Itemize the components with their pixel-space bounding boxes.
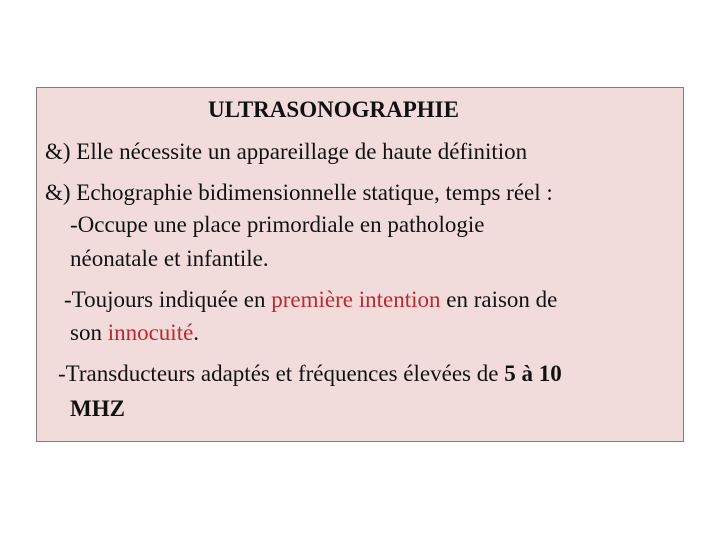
sub-item-occupe-line2: néonatale et infantile. <box>70 246 269 271</box>
sub-item-toujours-line1 <box>64 286 557 314</box>
sub-item-occupe-line1: -Occupe une place primordiale en pathologie <box>70 212 485 237</box>
highlight-premiere-intention: première intention <box>271 287 441 312</box>
sub-item-toujours-line2 <box>70 319 199 347</box>
frequency-unit: MHZ <box>70 396 125 421</box>
sub-item-transducteurs-line1 <box>58 360 562 388</box>
sub-item-toujours-text-a: -Toujours indiquée en <box>64 287 272 312</box>
highlight-innocuite: innocuité <box>107 320 194 345</box>
slide-title: ULTRASONOGRAPHIE <box>208 97 459 122</box>
sub-item-toujours-text-b: en raison de <box>440 287 558 312</box>
sub-item-transducteurs-text: -Transducteurs adaptés et fréquences élevées de <box>58 361 505 386</box>
sub-item-son-text: son <box>70 320 108 345</box>
bullet-echographie: &) Echographie bidimensionnelle statique, temps réel : <box>45 180 553 205</box>
frequency-range: 5 à 10 <box>504 361 562 386</box>
sub-item-period: . <box>193 320 200 345</box>
bullet-definition: &) Elle nécessite un appareillage de haute définition <box>45 139 528 164</box>
content-box <box>36 87 684 442</box>
